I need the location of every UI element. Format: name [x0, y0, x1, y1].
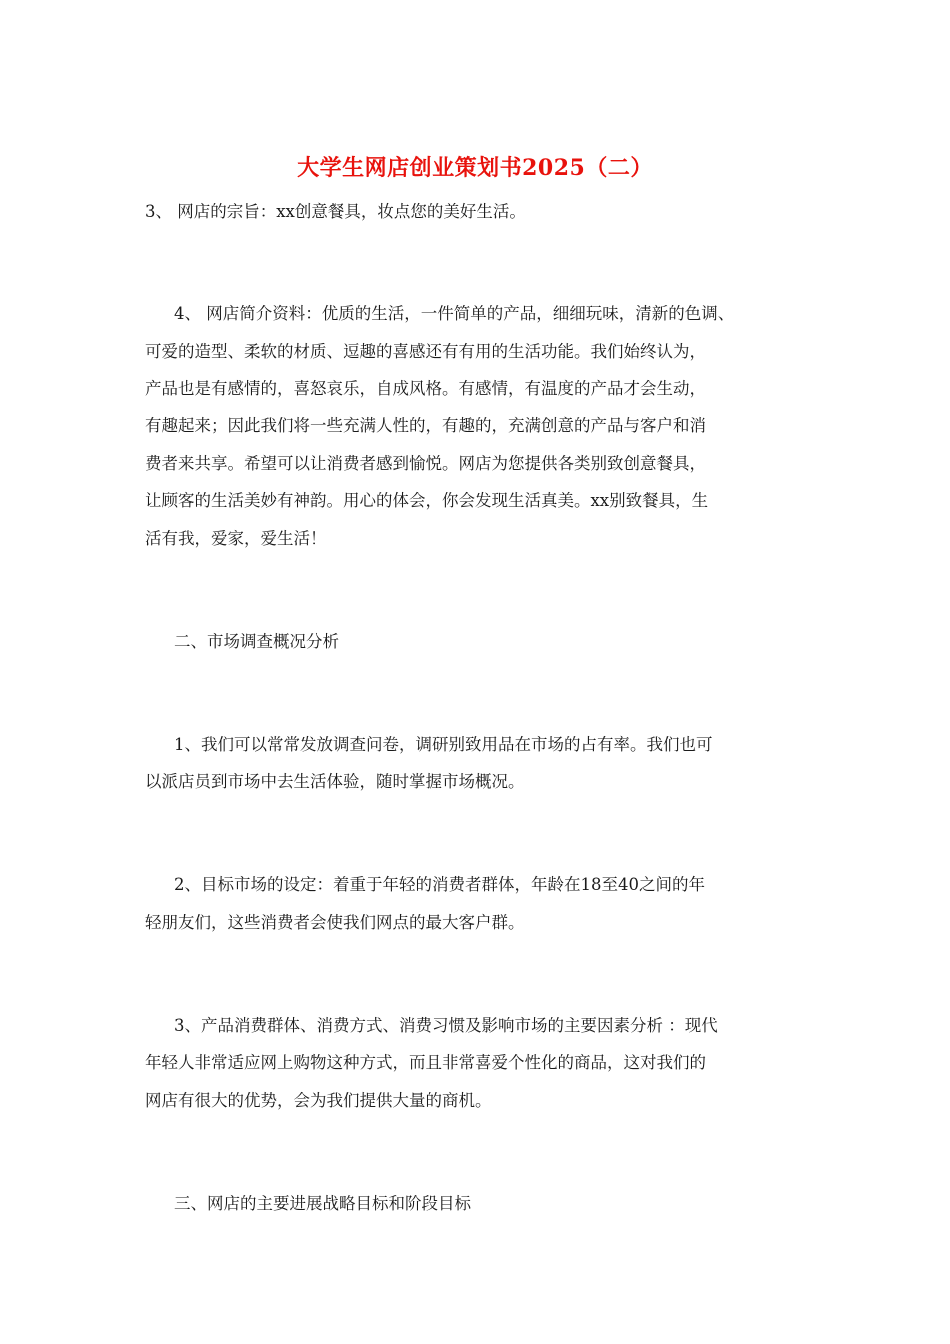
paragraph-survey-line: 以派店员到市场中去生活体验，随时掌握市场概况。 — [145, 772, 525, 791]
paragraph-target-line: 轻朋友们，这些消费者会使我们网点的最大客户群。 — [145, 913, 525, 932]
paragraph-survey-line: 1、我们可以常常发放调查问卷，调研别致用品在市场的占有率。我们也可 — [174, 735, 713, 754]
section-heading-strategy: 三、网店的主要进展战略目标和阶段目标 — [174, 1194, 471, 1213]
paragraph-analysis-line: 网店有很大的优势，会为我们提供大量的商机。 — [145, 1091, 492, 1110]
paragraph-purpose: 3、 网店的宗旨：xx创意餐具，妆点您的美好生活。 — [145, 202, 526, 221]
section-heading-market: 二、市场调查概况分析 — [174, 632, 339, 651]
paragraph-intro-line: 活有我，爱家，爱生活！ — [145, 529, 327, 548]
paragraph-target-line: 2、目标市场的设定：着重于年轻的消费者群体，年龄在18至40之间的年 — [174, 875, 705, 894]
paragraph-intro-line: 产品也是有感情的，喜怒哀乐，自成风格。有感情，有温度的产品才会生动， — [145, 379, 706, 398]
paragraph-analysis-line: 年轻人非常适应网上购物这种方式，而且非常喜爱个性化的商品，这对我们的 — [145, 1053, 706, 1072]
paragraph-intro-line: 4、 网店简介资料：优质的生活，一件简单的产品，细细玩味，清新的色调、 — [174, 304, 735, 323]
paragraph-intro-line: 让顾客的生活美妙有神韵。用心的体会，你会发现生活真美。xx别致餐具，生 — [145, 491, 709, 510]
document-title: 大学生网店创业策划书2025（二） — [297, 155, 653, 181]
paragraph-intro-line: 费者来共享。希望可以让消费者感到愉悦。网店为您提供各类别致创意餐具， — [145, 454, 706, 473]
paragraph-intro-line: 可爱的造型、柔软的材质、逗趣的喜感还有有用的生活功能。我们始终认为， — [145, 342, 706, 361]
paragraph-analysis-line: 3、产品消费群体、消费方式、消费习惯及影响市场的主要因素分析 ：现代 — [174, 1016, 718, 1035]
paragraph-intro-line: 有趣起来；因此我们将一些充满人性的，有趣的，充满创意的产品与客户和消 — [145, 416, 706, 435]
